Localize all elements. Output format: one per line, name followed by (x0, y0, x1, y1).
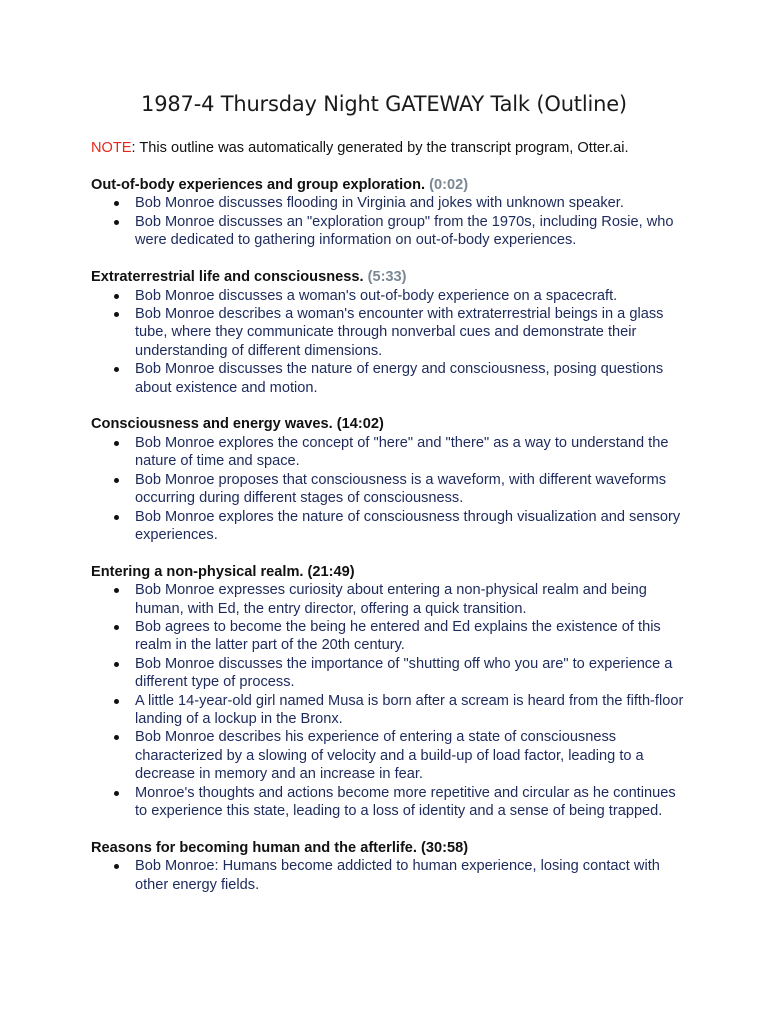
bullet-item (91, 581, 691, 618)
bullet-dot-icon (114, 699, 119, 704)
section-heading-text: Reasons for becoming human and the afterlife. (91, 840, 417, 856)
bullet-text: Bob Monroe discusses the importance of "shutting off who you are" to experience a different type of process. (135, 655, 673, 691)
bullet-list (91, 581, 691, 820)
bullet-text: Monroe's thoughts and actions become more repetitive and circular as he continues to experience this state, leading to a loss of identity and a sense of being trapped. (135, 784, 676, 820)
bullet-text: Bob Monroe proposes that consciousness is a waveform, with different waveforms occurring during different stages of consciousness. (135, 471, 667, 507)
bullet-dot-icon (114, 312, 119, 317)
bullet-text: Bob Monroe describes his experience of entering a state of consciousness characterized by a slowing of velocity and a build-up of load factor, leading to a decrease in memory and an increase in fear. (135, 729, 644, 783)
bullet-item (91, 692, 691, 729)
bullet-item (91, 434, 691, 471)
bullet-item (91, 784, 691, 821)
section-heading-text: Consciousness and energy waves. (91, 416, 333, 433)
section-heading (91, 268, 691, 286)
section-timestamp: (14:02) (336, 416, 384, 433)
bullet-text: Bob Monroe explores the nature of consciousness through visualization and sensory experiences. (135, 508, 681, 543)
note-line (91, 139, 629, 157)
bullet-list (91, 287, 691, 397)
bullet-item (91, 213, 691, 250)
outline-section (91, 563, 691, 821)
bullet-text: Bob Monroe discusses an "exploration group" from the 1970s, including Rosie, who were dedicated to gathering information on out-of-body experiences. (135, 213, 674, 249)
bullet-text: Bob Monroe explores the concept of "here" and "there" as a way to understand the nature of time and space. (135, 434, 669, 470)
outline-sections (91, 176, 691, 913)
bullet-text: Bob Monroe expresses curiosity about entering a non-physical realm and being human, with Ed, the entry director, offering a quick transition. (135, 582, 647, 617)
bullet-dot-icon (114, 294, 119, 299)
section-timestamp: (0:02) (429, 177, 469, 193)
bullet-item (91, 305, 691, 360)
outline-section (91, 839, 691, 894)
section-timestamp: (21:49) (307, 563, 355, 580)
bullet-dot-icon (114, 791, 119, 796)
outline-section (91, 268, 691, 397)
section-heading (91, 415, 691, 433)
bullet-item (91, 471, 691, 508)
bullet-item (91, 857, 691, 894)
bullet-dot-icon (114, 625, 119, 630)
bullet-dot-icon (114, 515, 119, 520)
bullet-text: Bob Monroe discusses a woman's out-of-body experience on a spacecraft. (135, 287, 618, 304)
bullet-text: Bob Monroe: Humans become addicted to human experience, losing contact with other energy fields. (135, 858, 660, 893)
bullet-item (91, 287, 691, 305)
section-heading (91, 563, 691, 581)
section-heading-text: Extraterrestrial life and consciousness. (91, 269, 364, 286)
note-text: : This outline was automatically generated by the transcript program, Otter.ai. (131, 140, 629, 156)
bullet-item (91, 508, 691, 545)
bullet-item (91, 360, 691, 397)
bullet-dot-icon (114, 735, 119, 740)
section-heading-text: Entering a non-physical realm. (91, 563, 304, 580)
bullet-text: Bob Monroe discusses the nature of energy and consciousness, posing questions about existence and motion. (135, 361, 664, 396)
bullet-item (91, 655, 691, 692)
section-timestamp: (5:33) (367, 269, 407, 286)
bullet-dot-icon (114, 662, 119, 667)
section-timestamp: (30:58) (421, 840, 469, 856)
section-heading-text: Out-of-body experiences and group exploration. (91, 177, 426, 193)
bullet-dot-icon (114, 220, 119, 225)
bullet-dot-icon (114, 367, 119, 372)
outline-section (91, 415, 691, 544)
bullet-text: Bob Monroe discusses flooding in Virginia and jokes with unknown speaker. (135, 195, 624, 212)
bullet-dot-icon (114, 201, 119, 206)
document-title: 1987-4 Thursday Night GATEWAY Talk (Outline) (141, 92, 627, 116)
bullet-item (91, 618, 691, 655)
bullet-item (91, 194, 691, 212)
bullet-dot-icon (114, 588, 119, 593)
bullet-dot-icon (114, 478, 119, 483)
bullet-item (91, 728, 691, 783)
bullet-list (91, 857, 691, 894)
bullet-dot-icon (114, 441, 119, 446)
bullet-dot-icon (114, 864, 119, 869)
bullet-text: Bob Monroe describes a woman's encounter with extraterrestrial beings in a glass tube, where they communicate through nonverbal cues and demonstrate their understanding of different dimensions. (135, 305, 664, 359)
outline-section (91, 176, 691, 250)
note-label: NOTE (91, 140, 132, 156)
section-heading (91, 839, 691, 857)
section-heading (91, 176, 691, 194)
bullet-list (91, 194, 691, 249)
bullet-list (91, 434, 691, 544)
bullet-text: A little 14-year-old girl named Musa is born after a scream is heard from the fifth-floor landing of a lockup in the Bronx. (135, 692, 684, 728)
bullet-text: Bob agrees to become the being he entered and Ed explains the existence of this realm in the latter part of the 20th century. (135, 619, 661, 654)
